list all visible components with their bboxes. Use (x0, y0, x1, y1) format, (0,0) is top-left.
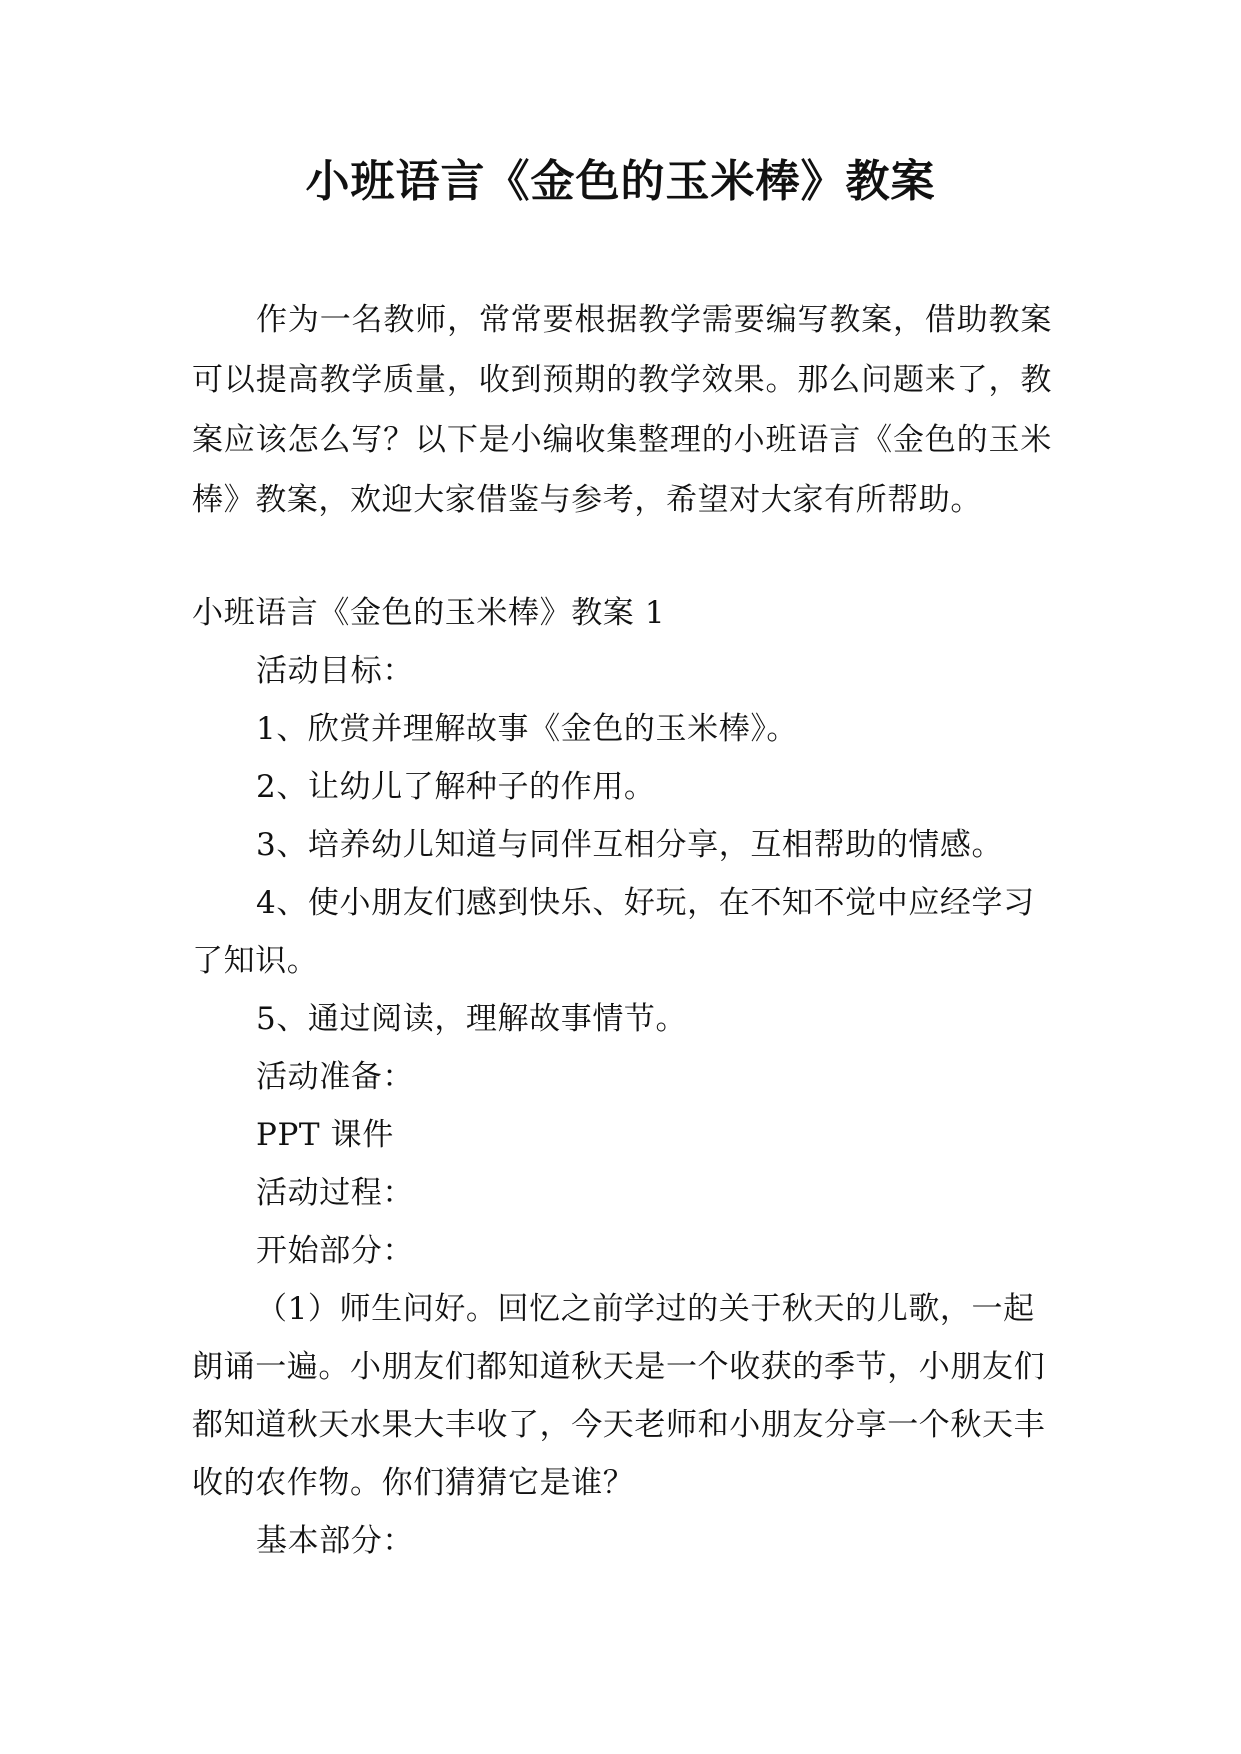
basic-heading: 基本部分： (256, 1523, 414, 1559)
goal-item-5: 5、通过阅读，理解故事情节。 (256, 1001, 688, 1037)
document-title: 小班语言《金色的玉米棒》教案 (305, 156, 936, 207)
document-body (192, 290, 1052, 1570)
start-heading: 开始部分： (256, 1233, 414, 1269)
goal-item-3: 3、培养幼儿知道与同伴互相分享，互相帮助的情感。 (256, 827, 1004, 863)
goal-item-2: 2、让幼儿了解种子的作用。 (256, 769, 656, 805)
prep-item: PPT 课件 (256, 1117, 394, 1153)
intro-paragraph: 作为一名教师，常常要根据教学需要编写教案，借助教案可以提高教学质量，收到预期的教学效果。那么问题来了，教案应该怎么写？以下是小编收集整理的小班语言《金色的玉米棒》教案，欢迎大家借鉴与参考，希望对大家有所帮助。 (192, 302, 1052, 518)
goal-item-1: 1、欣赏并理解故事《金色的玉米棒》。 (256, 711, 799, 747)
section-title: 小班语言《金色的玉米棒》教案 1 (192, 595, 666, 631)
goal-item-4: 4、使小朋友们感到快乐、好玩，在不知不觉中应经学习了知识。 (192, 885, 1035, 979)
prep-heading: 活动准备： (256, 1059, 414, 1095)
start-paragraph: （1）师生问好。回忆之前学过的关于秋天的儿歌，一起朗诵一遍。小朋友们都知道秋天是一个收获的季节，小朋友们都知道秋天水果大丰收了，今天老师和小朋友分享一个秋天丰收的农作物。你们猜猜它是谁？ (192, 1291, 1046, 1501)
process-heading: 活动过程： (256, 1175, 414, 1211)
goals-heading: 活动目标： (256, 653, 414, 689)
